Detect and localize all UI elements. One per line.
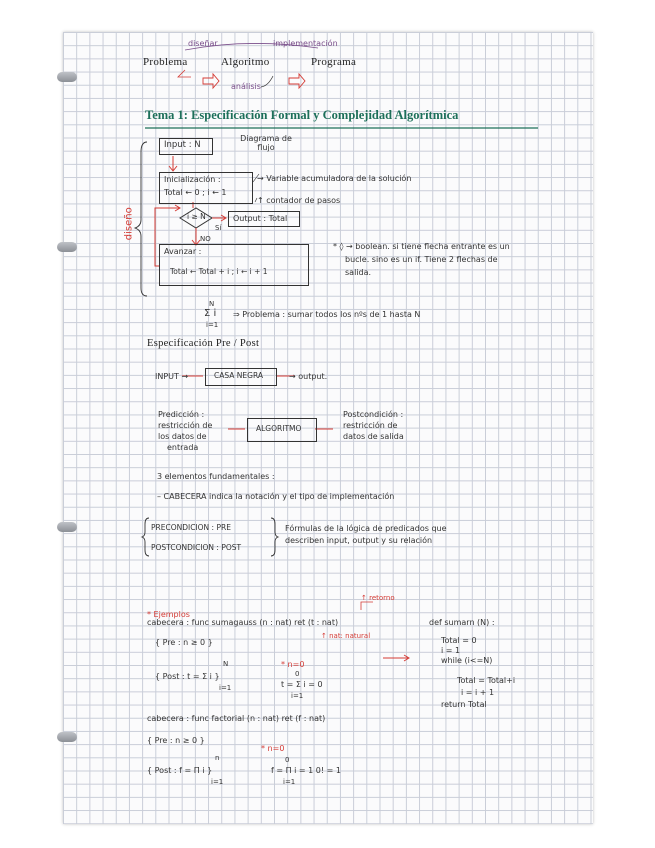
post1: { Post : t = Σ i } [155, 672, 220, 681]
def-line: def sumarn (N) : [429, 618, 495, 627]
binder-ring [57, 242, 77, 252]
post-line2: restricción de [343, 421, 398, 430]
case-lower: i=1 [291, 692, 304, 700]
code-line6: return Total [441, 700, 487, 709]
boolean-note-3: salida. [345, 268, 372, 277]
caja-negra-text: CASA NEGRA [214, 371, 263, 380]
note-acumuladora: → Variable acumuladora de la solución [257, 174, 412, 183]
boolean-note-2: bucle. sino es un if. Tiene 2 flechas de [345, 255, 498, 264]
pre-line2: restricción de [158, 421, 213, 430]
case-sum: t = Σ i = 0 [281, 680, 323, 689]
code-line3: while (i<=N) [441, 656, 493, 665]
hollow-arrow-icon [178, 70, 191, 77]
case2-n0: * n=0 [261, 744, 285, 753]
spec-heading: Especificación Pre / Post [147, 338, 260, 349]
binder-ring [57, 72, 77, 82]
drawing-layer [63, 32, 593, 824]
cabecera1: cabecera : func sumagauss (n : nat) ret (t : nat) [147, 618, 339, 627]
cabecera-text: – CABECERA indica la notación y el tipo de implementación [157, 492, 395, 501]
algoritmo-text: ALGORITMO [256, 424, 302, 433]
advance-line1: Avanzar : [164, 247, 202, 256]
sum-upper: N [209, 300, 215, 308]
page-title: Tema 1: Especificación Formal y Complejidad Algorítmica [145, 108, 459, 122]
precondicion-text: PRECONDICION : PRE [151, 523, 231, 532]
formulas-line2: describen input, output y su relación [285, 536, 433, 545]
side-label: diseño [123, 207, 135, 241]
problem-text: ⇒ Problema : sumar todos los nºs de 1 hasta N [233, 310, 421, 319]
advance-line2: Total ← Total + i ; i ← i + 1 [170, 267, 268, 276]
case2-upper: 0 [285, 756, 290, 764]
pre2: { Pre : n ≥ 0 } [147, 736, 205, 745]
code-line2: i = 1 [441, 646, 461, 655]
case2-lower: i=1 [283, 778, 296, 786]
init-line1: Inicialización : [164, 175, 221, 184]
header-algoritmo: Algoritmo [221, 56, 270, 68]
boolean-note-1: * ◊ → boolean. si tiene flecha entrante es un [333, 242, 510, 251]
header-problema: Problema [143, 56, 188, 68]
pre1: { Pre : n ≥ 0 } [155, 638, 213, 647]
binder-ring [57, 732, 77, 742]
code-line5: i = i + 1 [461, 688, 495, 697]
diagram-label: Diagrama de flujo [240, 134, 292, 153]
examples-heading: * Ejemplos [147, 610, 190, 619]
sum-lower: i=1 [206, 321, 219, 329]
hollow-arrow-icon [289, 74, 305, 88]
post2-lower: i=1 [211, 778, 224, 786]
case-n0: * n=0 [281, 660, 305, 669]
input-text: Input : N [164, 140, 201, 150]
caja-negra-box [205, 368, 277, 386]
post-line3: datos de salida [343, 432, 404, 441]
init-line2: Total ← 0 ; i ← 1 [164, 188, 227, 197]
output-text: Output : Total [233, 214, 288, 223]
formulas-line1: Fórmulas de la lógica de predicados que [285, 524, 447, 533]
nat-note: ↑ nat: natural [321, 632, 371, 640]
notebook-page [63, 32, 593, 824]
code-line1: Total = 0 [441, 636, 477, 645]
header-disenar: diseñar [188, 39, 218, 48]
case2-expr: f = Π i = 1 0! = 1 [271, 766, 341, 775]
cabecera2: cabecera : func factorial (n : nat) ret (f : nat) [147, 714, 326, 723]
post-line1: Postcondición : [343, 410, 404, 419]
spec-input: INPUT → [155, 372, 189, 381]
output-box [228, 211, 300, 227]
header-analisis: análisis [231, 82, 261, 91]
pre-line1: Predicción : [158, 410, 205, 419]
retorno-note: ↑ retorno [361, 594, 395, 602]
hollow-arrow-icon [203, 74, 219, 88]
bracket [135, 142, 147, 296]
post1-upper: N [223, 660, 229, 668]
input-box [159, 138, 213, 155]
header-programa: Programa [311, 56, 357, 68]
header-implementacion: implementación [273, 39, 338, 48]
pre-line4: entrada [167, 443, 199, 452]
spec-output: → output. [289, 372, 328, 381]
label-si: Sí [215, 224, 222, 232]
pre-line3: los datos de [158, 432, 207, 441]
binder-ring [57, 522, 77, 532]
label-no: NO [200, 235, 211, 243]
post2-upper: n [215, 754, 220, 762]
post1-lower: i=1 [219, 684, 232, 692]
postcondicion-text: POSTCONDICION : POST [151, 543, 242, 552]
algoritmo-box [247, 418, 317, 442]
note-contador: ↑ contador de pasos [257, 196, 341, 205]
elementos-text: 3 elementos fundamentales : [157, 472, 275, 481]
sum-symbol: Σ i [204, 308, 217, 319]
decision-text: i ≥ N [187, 212, 206, 221]
init-box [159, 172, 253, 204]
advance-box [159, 244, 309, 286]
case-upper: 0 [295, 670, 300, 678]
post2: { Post : f = Π i } [147, 766, 213, 775]
code-line4: Total = Total+i [457, 676, 516, 685]
